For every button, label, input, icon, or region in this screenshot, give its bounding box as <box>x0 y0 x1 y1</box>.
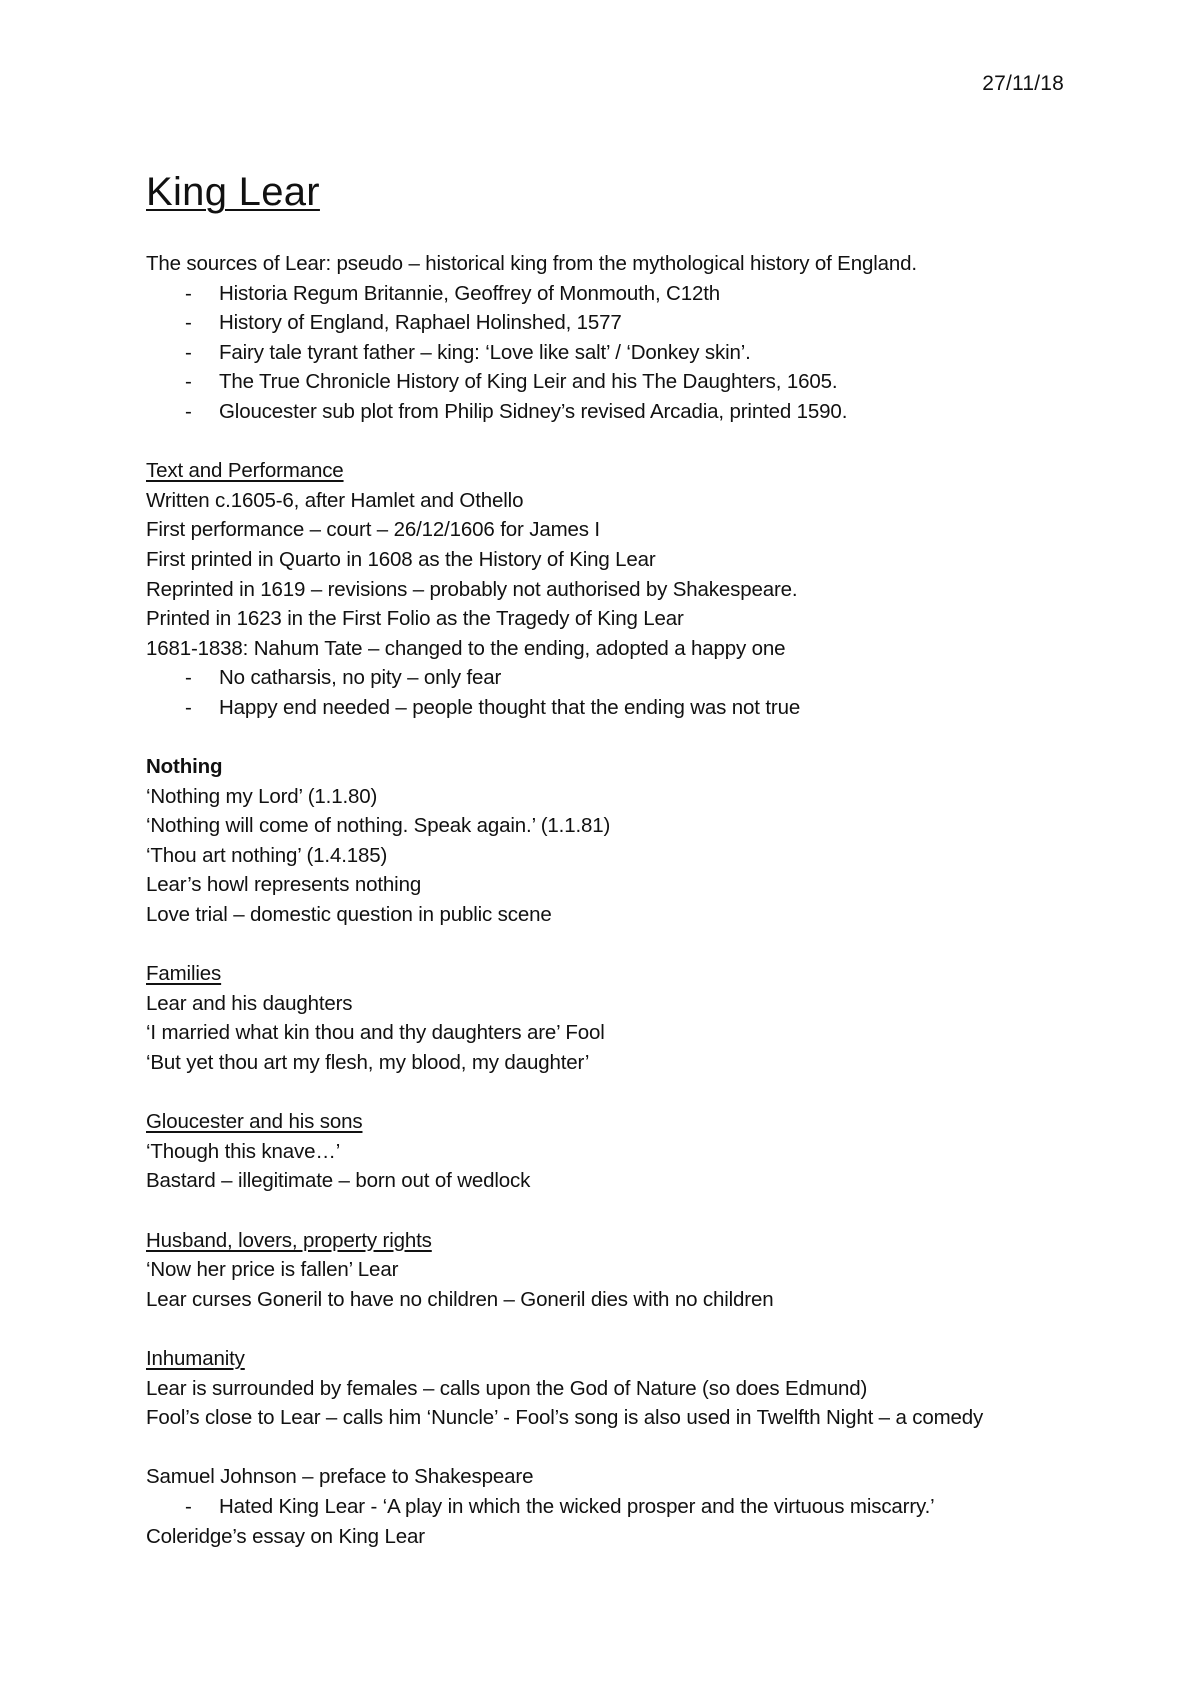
list-item: - Historia Regum Britannie, Geoffrey of Monmouth, C12th <box>146 279 1106 309</box>
text-line: ‘Now her price is fallen’ Lear <box>146 1258 399 1282</box>
section-sources <box>146 249 1106 427</box>
section-gloucester <box>146 1107 1106 1196</box>
dash-bullet-icon: - <box>185 666 192 690</box>
section-heading: Nothing <box>146 755 223 779</box>
text-line: ‘But yet thou art my flesh, my blood, my daughter’ <box>146 1051 590 1075</box>
section-johnson <box>146 1462 1106 1551</box>
text-line: ‘Though this knave…’ <box>146 1139 341 1163</box>
section-families <box>146 959 1106 1077</box>
section-husband-lovers <box>146 1226 1106 1315</box>
dash-bullet-icon: - <box>185 1494 192 1518</box>
text-line: Written c.1605-6, after Hamlet and Othello <box>146 488 524 512</box>
page-title: King Lear <box>146 170 320 214</box>
text-line: Lear’s howl represents nothing <box>146 873 422 897</box>
text-line: Lear is surrounded by females – calls upon the God of Nature (so does Edmund) <box>146 1376 868 1400</box>
list-item: - Hated King Lear - ‘A play in which the wicked prosper and the virtuous miscarry.’ <box>146 1492 1106 1522</box>
text-line: 1681-1838: Nahum Tate – changed to the ending, adopted a happy one <box>146 636 786 660</box>
document-body <box>146 168 1106 1551</box>
section-heading: Inhumanity <box>146 1346 245 1370</box>
dash-bullet-icon: - <box>185 399 192 423</box>
text-line: Bastard – illegitimate – born out of wedlock <box>146 1169 531 1193</box>
text-line: Fool’s close to Lear – calls him ‘Nuncle’ - Fool’s song is also used in Twelfth Night – a comedy <box>146 1406 984 1430</box>
section-heading: Husband, lovers, property rights <box>146 1228 432 1252</box>
text-line: First performance – court – 26/12/1606 for James I <box>146 518 600 542</box>
text-line: Printed in 1623 in the First Folio as the Tragedy of King Lear <box>146 607 684 631</box>
text-line: ‘Nothing will come of nothing. Speak again.’ (1.1.81) <box>146 814 611 838</box>
section-nothing <box>146 752 1106 930</box>
text-line: Love trial – domestic question in public scene <box>146 903 552 927</box>
text-line: ‘I married what kin thou and thy daughters are’ Fool <box>146 1021 605 1045</box>
list-item: - Fairy tale tyrant father – king: ‘Love like salt’ / ‘Donkey skin’. <box>146 338 1106 368</box>
section-heading: Families <box>146 962 222 986</box>
text-line: ‘Thou art nothing’ (1.4.185) <box>146 843 388 867</box>
text-line: Reprinted in 1619 – revisions – probably not authorised by Shakespeare. <box>146 577 798 601</box>
text-line: Samuel Johnson – preface to Shakespeare <box>146 1465 534 1489</box>
section-heading: Text and Performance <box>146 459 344 483</box>
text-line: Coleridge’s essay on King Lear <box>146 1524 425 1548</box>
dash-bullet-icon: - <box>185 311 192 335</box>
dash-bullet-icon: - <box>185 695 192 719</box>
section-text-performance <box>146 456 1106 722</box>
dash-bullet-icon: - <box>185 370 192 394</box>
sources-intro: The sources of Lear: pseudo – historical king from the mythological history of England. <box>146 252 917 275</box>
dash-bullet-icon: - <box>185 340 192 364</box>
text-line: Lear and his daughters <box>146 991 353 1015</box>
list-item: - History of England, Raphael Holinshed, 1577 <box>146 308 1106 338</box>
section-heading: Gloucester and his sons <box>146 1110 363 1134</box>
list-item: - Happy end needed – people thought that the ending was not true <box>146 693 1106 723</box>
document-date: 27/11/18 <box>982 72 1064 95</box>
list-item: - No catharsis, no pity – only fear <box>146 663 1106 693</box>
section-inhumanity <box>146 1344 1106 1433</box>
list-item: - Gloucester sub plot from Philip Sidney’s revised Arcadia, printed 1590. <box>146 397 1106 427</box>
list-item: - The True Chronicle History of King Leir and his The Daughters, 1605. <box>146 367 1106 397</box>
dash-bullet-icon: - <box>185 281 192 305</box>
text-line: First printed in Quarto in 1608 as the History of King Lear <box>146 547 656 571</box>
text-line: ‘Nothing my Lord’ (1.1.80) <box>146 784 378 808</box>
text-line: Lear curses Goneril to have no children – Goneril dies with no children <box>146 1287 774 1311</box>
